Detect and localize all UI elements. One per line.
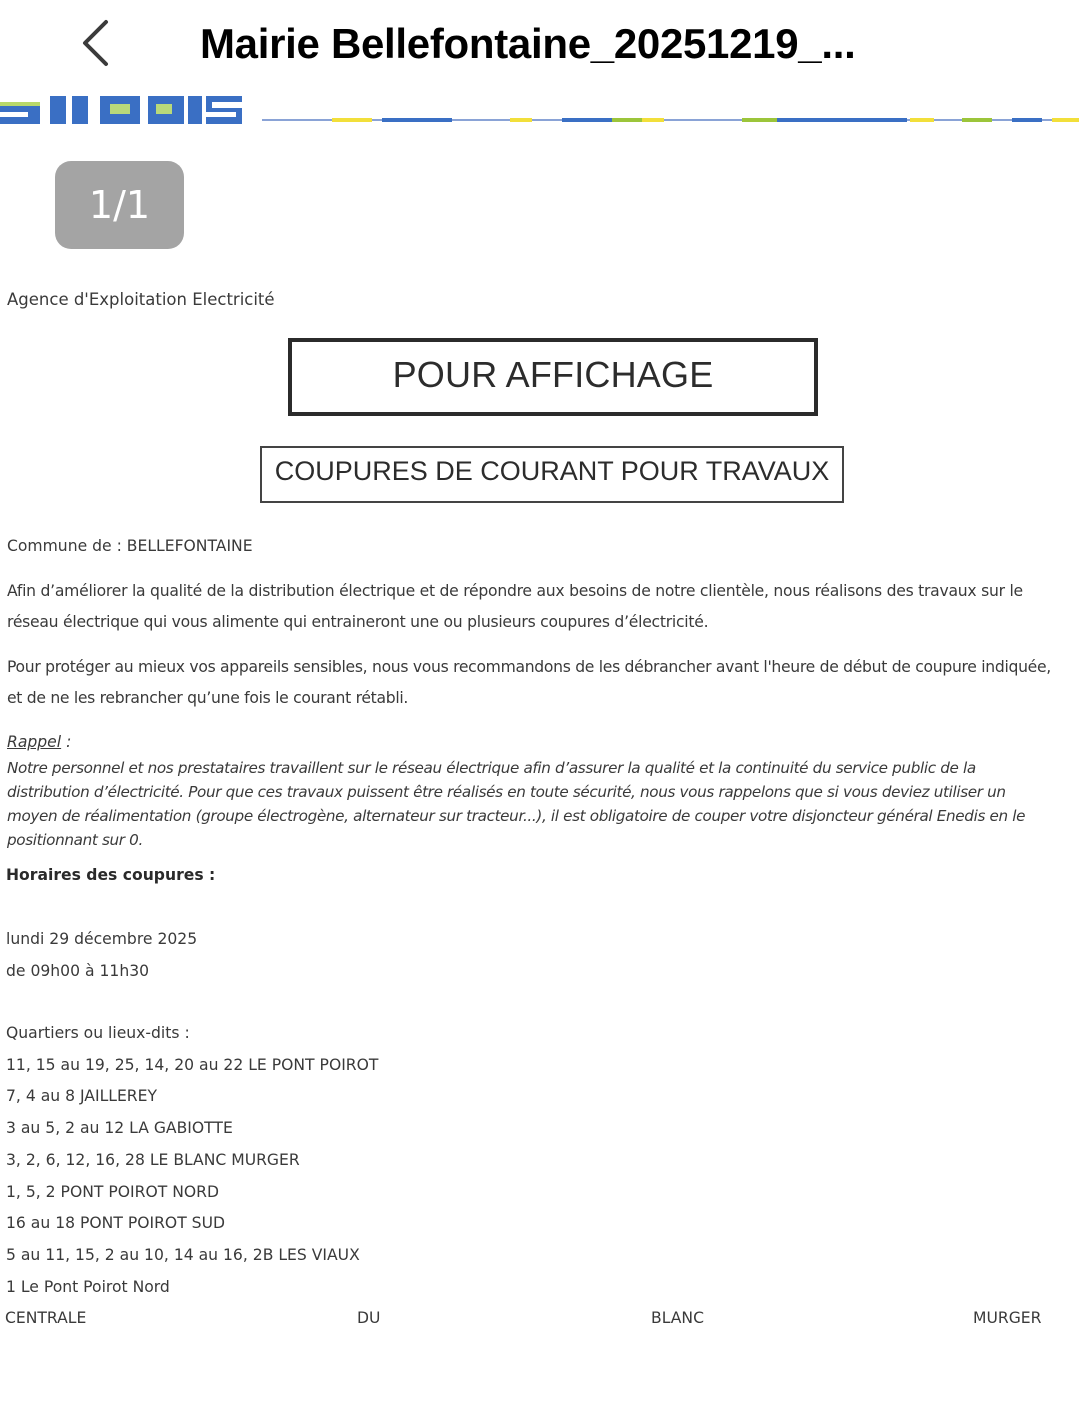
page-indicator: 1/1 [55,161,184,249]
header-rule [262,117,1079,123]
chevron-left-icon [66,10,128,76]
rappel-suffix: : [61,733,72,751]
list-item: 3 au 5, 2 au 12 LA GABIOTTE [6,1119,233,1138]
intro-paragraph: Afin d’améliorer la qualité de la distribution électrique et de répondre aux besoins de notre clientèle, nous réalisons des travaux sur le réseau électrique qui vous alimente qui entraineront une ou plusieurs coupures d’électricité. [7,582,1023,631]
list-item: 5 au 11, 15, 2 au 10, 14 au 16, 2B LES VIAUX [6,1245,360,1264]
justified-word: MURGER [973,1309,1042,1327]
list-item: 16 au 18 PONT POIROT SUD [6,1214,226,1233]
subtitle-box [260,446,844,503]
schedule-heading: Horaires des coupures : [6,866,216,884]
banner-title: POUR AFFICHAGE [392,354,714,395]
justified-word: BLANC [651,1309,704,1327]
advice-paragraph: Pour protéger au mieux vos appareils sensibles, nous vous recommandons de les débrancher avant l'heure de début de coupure indiquée, et de ne les rebrancher qu’une fois le courant rétabli. [7,658,1051,707]
list-item: 3, 2, 6, 12, 16, 28 LE BLANC MURGER [6,1150,300,1169]
areas-heading: Quartiers ou lieux-dits : [6,1024,190,1042]
justified-word: DU [357,1309,381,1327]
enedis-logo [0,92,250,128]
document-title: Mairie Bellefontaine_20251219_... [200,20,856,67]
list-item: 7, 4 au 8 JAILLEREY [6,1087,158,1106]
list-item: 1 Le Pont Poirot Nord [6,1277,170,1296]
banner-box [288,338,818,416]
areas-block [6,1018,378,1303]
rappel-label: Rappel [7,733,62,751]
app-header [0,0,1079,92]
list-item: 11, 15 au 19, 25, 14, 20 au 22 LE PONT POIROT [6,1055,379,1074]
agency-name: Agence d'Exploitation Electricité [7,290,275,309]
outage-date: lundi 29 décembre 2025 [6,930,198,948]
rappel-heading [7,733,71,751]
subtitle: COUPURES DE COURANT POUR TRAVAUX [274,456,830,486]
list-item: 1, 5, 2 PONT POIROT NORD [6,1182,220,1201]
outage-time: de 09h00 à 11h30 [6,961,150,980]
schedule-block [6,924,197,987]
justified-word: CENTRALE [5,1309,87,1327]
rappel-text: Notre personnel et nos prestataires travaillent sur le réseau électrique afin d’assurer la qualité et la continuité du service public de la distribution d’électricité. Pour que ces travaux puissent être réalisés en toute sécurité, nous vous rappelons que si vous deviez utiliser un moyen de réalimentation (groupe électrogène, alternateur sur tracteur...), il est obligatoire de couper votre disjoncteur général Enedis en le positionnant sur 0. [7,759,1026,849]
back-button[interactable] [66,10,128,76]
commune-line: Commune de : BELLEFONTAINE [7,537,253,555]
